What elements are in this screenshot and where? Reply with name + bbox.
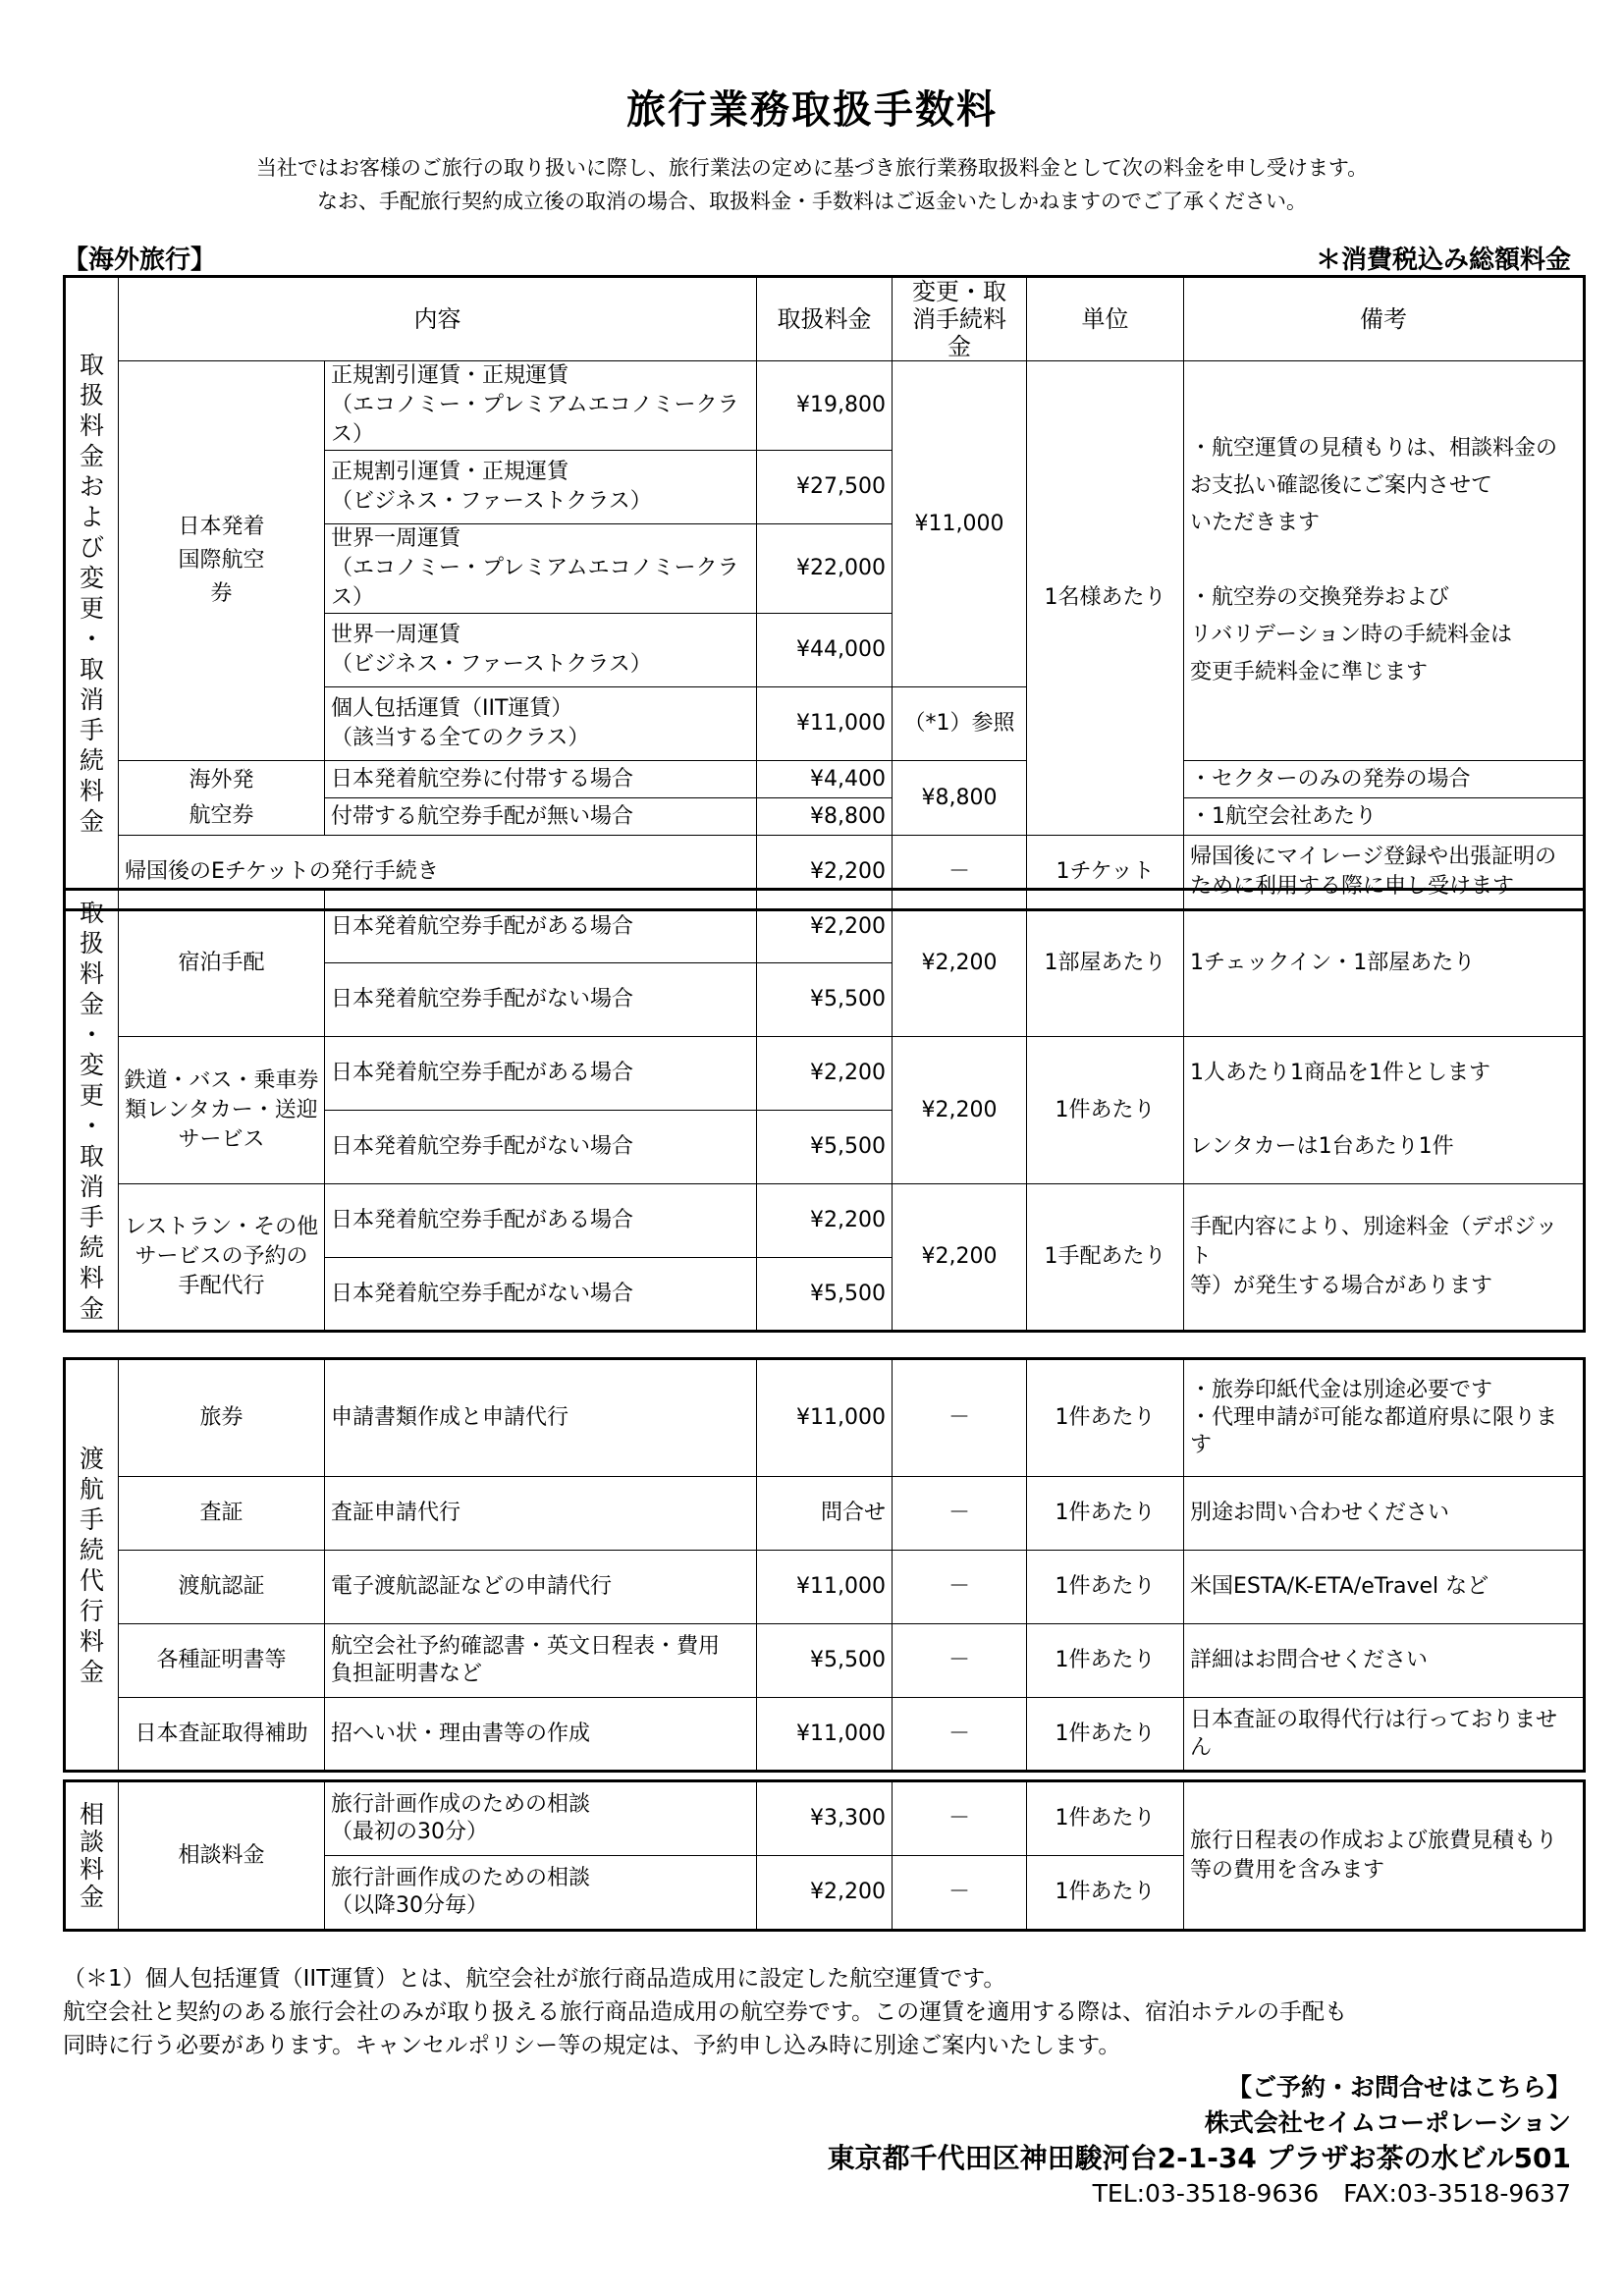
with-ticket-desc: 日本発着航空券手配がある場合 [325,890,757,963]
eticket-desc: 帰国後のEチケットの発行手続き [119,836,757,910]
consultation-change-fee: － [893,1781,1027,1856]
iit-change-fee: （*1）参照 [893,687,1027,761]
eticket-change-fee: － [893,836,1027,910]
hotel-group-label: 宿泊手配 [119,890,325,1037]
header-fee: 取扱料金 [757,277,893,361]
fare-desc: 個人包括運賃（IIT運賃） （該当する全てのクラス） [325,687,757,761]
consultation-fee: ¥3,300 [757,1781,893,1856]
fare-desc: 正規割引運賃・正規運賃 （エコノミー・プレミアムエコノミークラス） [325,361,757,451]
service-remark: 米国ESTA/K-ETA/eTravel など [1184,1551,1585,1624]
group-remark: レンタカーは1台あたり1件 [1184,1111,1585,1184]
group-change-fee: ¥2,200 [893,1184,1027,1332]
company-name: 株式会社セイムコーポレーション [1204,2108,1571,2137]
contact-heading: 【ご予約・お問合せはこちら】 [1226,2073,1571,2102]
intro-line: なお、手配旅行契約成立後の取消の場合、取扱料金・手数料はご返金いたしかねますのでご了承ください。 [317,190,1307,213]
company-tel-fax: TEL:03-3518-9636 FAX:03-3518-9637 [1092,2179,1571,2208]
unit-per-person: 1名様あたり [1027,361,1184,836]
fee-without-ticket: ¥5,500 [757,963,893,1037]
service-name: 各種証明書等 [119,1624,325,1698]
service-desc: 招へい状・理由書等の作成 [325,1698,757,1772]
fee-with-ticket: ¥2,200 [757,1037,893,1111]
without-ticket-desc: 日本発着航空券手配がない場合 [325,1258,757,1332]
fee-with-ticket: ¥2,200 [757,890,893,963]
consultation-change-fee: － [893,1856,1027,1931]
overseas-desc: 付帯する航空券手配が無い場合 [325,798,757,836]
consultation-desc: 旅行計画作成のための相談 （最初の30分） [325,1781,757,1856]
service-unit: 1件あたり [1027,1698,1184,1772]
service-change-fee: － [893,1477,1027,1551]
service-change-fee: － [893,1551,1027,1624]
service-desc: 電子渡航認証などの申請代行 [325,1551,757,1624]
fare-desc: 世界一周運賃 （ビジネス・ファーストクラス） [325,614,757,687]
fare-desc: 正規割引運賃・正規運賃 （ビジネス・ファーストクラス） [325,451,757,524]
group-remark: 手配内容により、別途料金（デポジット 等）が発生する場合があります [1184,1184,1585,1332]
header-content: 内容 [119,277,757,361]
overseas-group-label: 海外発 航空券 [119,761,325,836]
fare-desc: 世界一周運賃 （エコノミー・プレミアムエコノミークラス） [325,524,757,614]
footnote-line: 同時に行う必要があります。キャンセルポリシー等の規定は、予約申し込み時に別途ご案内いたします。 [63,2033,1121,2058]
intro-text [0,151,1624,218]
travel-procedure-fee-table [63,1357,1586,1773]
side-label: 取扱料金・変更・取消手続料金 [65,890,119,1332]
fee-with-ticket: ¥2,200 [757,1184,893,1258]
service-unit: 1件あたり [1027,1477,1184,1551]
service-name: 日本査証取得補助 [119,1698,325,1772]
header-remarks: 備考 [1184,277,1585,361]
arrangement-fee-table [63,888,1586,1333]
side-label: 取扱料金および変更・取消手続料金 [65,277,119,910]
service-desc: 申請書類作成と申請代行 [325,1359,757,1477]
service-unit: 1件あたり [1027,1359,1184,1477]
service-remark: ・旅券印紙代金は別途必要です ・代理申請が可能な都道府県に限りま す [1184,1359,1585,1477]
transport-group-label: 鉄道・バス・乗車券 類レンタカー・送迎 サービス [119,1037,325,1184]
consultation-unit: 1件あたり [1027,1781,1184,1856]
service-name: 旅券 [119,1359,325,1477]
consultation-remark: 旅行日程表の作成および旅費見積もり 等の費用を含みます [1184,1781,1585,1931]
intro-line: 当社ではお客様のご旅行の取り扱いに際し、旅行業法の定めに基づき旅行業務取扱料金として次の料金を申し受けます。 [255,156,1369,180]
service-remark: 日本査証の取得代行は行っておりませ ん [1184,1698,1585,1772]
eticket-remark: 帰国後にマイレージ登録や出張証明の ために利用する際に申し受けます [1184,836,1585,910]
service-change-fee: － [893,1359,1027,1477]
domestic-group-label: 日本発着国際航空券 [119,361,325,761]
service-fee: ¥5,500 [757,1624,893,1698]
header-change-fee: 変更・取消手続料金 [893,277,1027,361]
footnote-line: （＊1）個人包括運賃（IIT運賃）とは、航空会社が旅行商品造成用に設定した航空運賃です。 [63,1966,1006,1992]
fare-fee: ¥11,000 [757,687,893,761]
group-change-fee: ¥2,200 [893,890,1027,1037]
header-unit: 単位 [1027,277,1184,361]
restaurant-group-label: レストラン・その他 サービスの予約の 手配代行 [119,1184,325,1332]
service-remark: 別途お問い合わせください [1184,1477,1585,1551]
contact-block [828,2070,1571,2212]
service-fee: ¥11,000 [757,1359,893,1477]
group-unit: 1手配あたり [1027,1184,1184,1332]
service-unit: 1件あたり [1027,1551,1184,1624]
company-address: 東京都千代田区神田駿河台2-1-34 プラザお茶の水ビル501 [827,2142,1571,2174]
fare-fee: ¥27,500 [757,451,893,524]
service-desc: 査証申請代行 [325,1477,757,1551]
group-change-fee: ¥2,200 [893,1037,1027,1184]
fare-fee: ¥22,000 [757,524,893,614]
fee-without-ticket: ¥5,500 [757,1258,893,1332]
fare-fee: ¥44,000 [757,614,893,687]
service-change-fee: － [893,1698,1027,1772]
consultation-unit: 1件あたり [1027,1856,1184,1931]
group-unit: 1部屋あたり [1027,890,1184,1037]
eticket-fee: ¥2,200 [757,836,893,910]
side-label: 相談料金 [65,1781,119,1931]
fee-without-ticket: ¥5,500 [757,1111,893,1184]
service-remark: 詳細はお問合せください [1184,1624,1585,1698]
service-fee: ¥11,000 [757,1551,893,1624]
domestic-remarks: ・航空運賃の見積もりは、相談料金の お支払い確認後にご案内させて いただきます ・航空券の交換発券および リバリデーション時の手続料金は 変更手続料金に準じます [1184,361,1585,761]
consultation-fee-table [63,1779,1586,1932]
consultation-fee: ¥2,200 [757,1856,893,1931]
consultation-name: 相談料金 [119,1781,325,1931]
service-name: 査証 [119,1477,325,1551]
consultation-desc: 旅行計画作成のための相談 （以降30分毎） [325,1856,757,1931]
without-ticket-desc: 日本発着航空券手配がない場合 [325,963,757,1037]
tax-note: ＊消費税込み総額料金 [1315,246,1571,275]
with-ticket-desc: 日本発着航空券手配がある場合 [325,1184,757,1258]
overseas-remark: ・セクターのみの発券の場合 [1184,761,1585,798]
footnote [63,1962,1595,2062]
group-unit: 1件あたり [1027,1037,1184,1184]
eticket-unit: 1チケット [1027,836,1184,910]
group-remark: 1チェックイン・1部屋あたり [1184,890,1585,1037]
service-unit: 1件あたり [1027,1624,1184,1698]
overseas-fee: ¥8,800 [757,798,893,836]
section-label: 【海外旅行】 [63,246,217,275]
with-ticket-desc: 日本発着航空券手配がある場合 [325,1037,757,1111]
page-title: 旅行業務取扱手数料 [626,87,998,133]
service-fee: 問合せ [757,1477,893,1551]
service-desc: 航空会社予約確認書・英文日程表・費用 負担証明書など [325,1624,757,1698]
fare-fee: ¥19,800 [757,361,893,451]
overseas-desc: 日本発着航空券に付帯する場合 [325,761,757,798]
domestic-change-fee: ¥11,000 [893,361,1027,687]
overseas-change-fee: ¥8,800 [893,761,1027,836]
footnote-line: 航空会社と契約のある旅行会社のみが取り扱える旅行商品造成用の航空券です。この運賃を適用する際は、宿泊ホテルの手配も [63,1999,1348,2025]
service-change-fee: － [893,1624,1027,1698]
side-label: 渡航手続代行料金 [65,1359,119,1772]
airfare-fee-table [63,275,1586,911]
overseas-fee: ¥4,400 [757,761,893,798]
group-remark: 1人あたり1商品を1件とします [1184,1037,1585,1111]
overseas-remark: ・1航空会社あたり [1184,798,1585,836]
without-ticket-desc: 日本発着航空券手配がない場合 [325,1111,757,1184]
service-fee: ¥11,000 [757,1698,893,1772]
service-name: 渡航認証 [119,1551,325,1624]
